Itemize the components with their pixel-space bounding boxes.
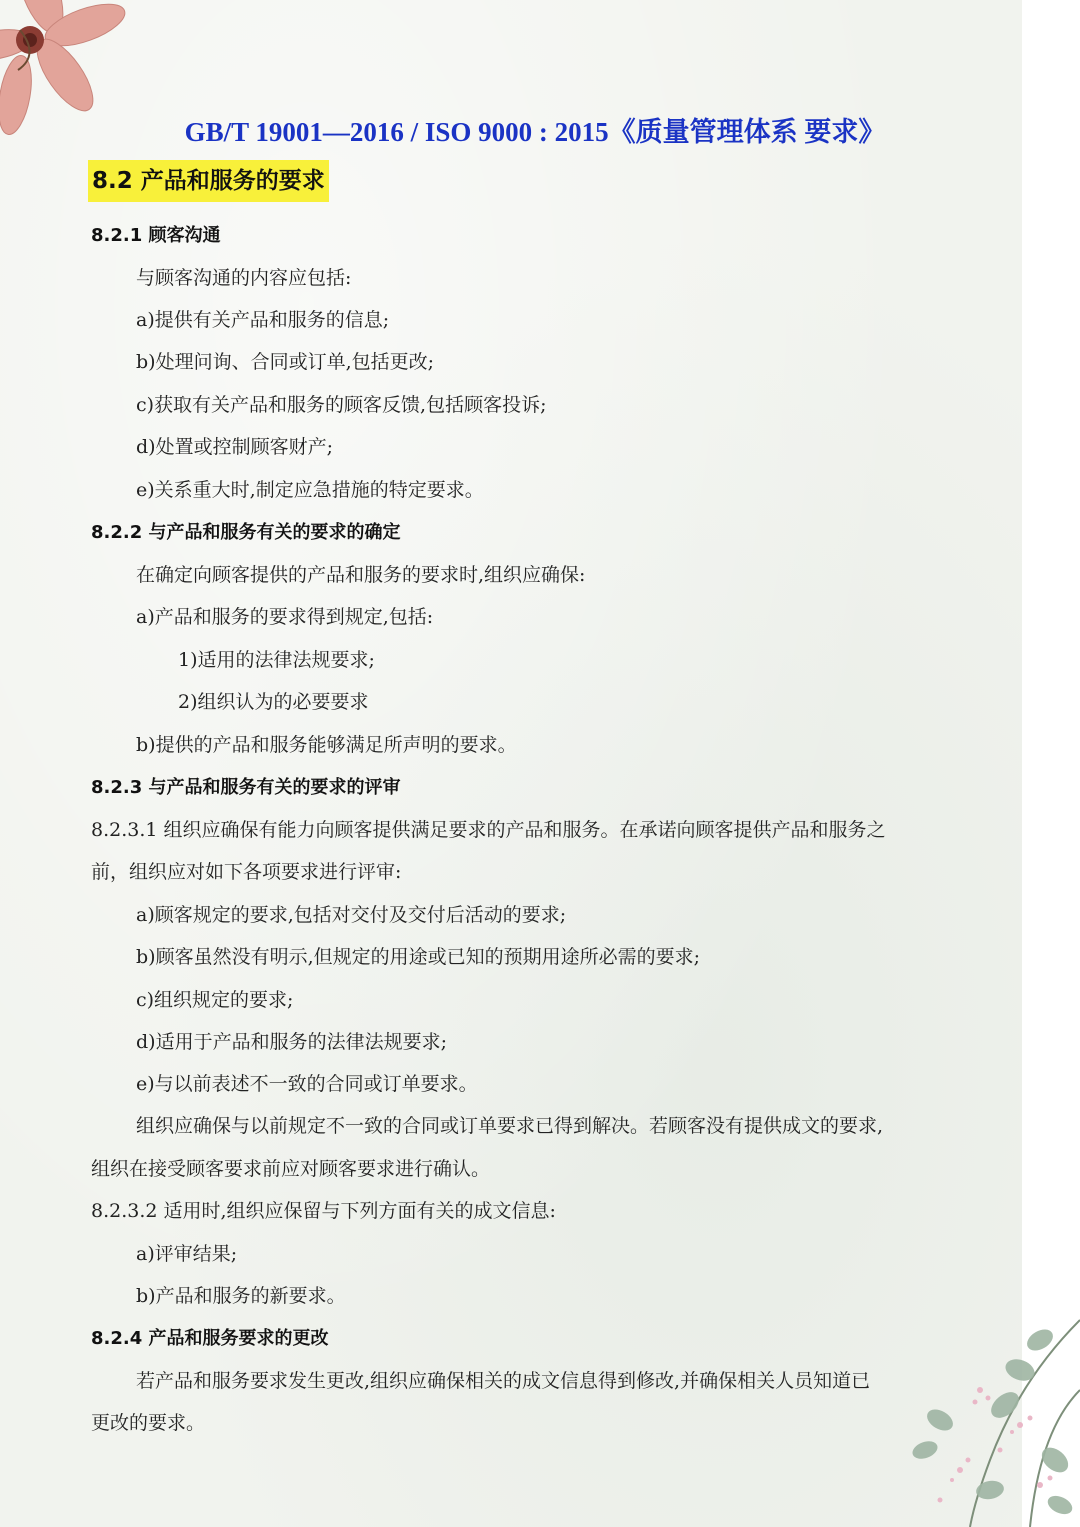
- list-item: b)处理问询、合同或订单,包括更改;: [136, 351, 435, 373]
- paragraph: 在确定向顾客提供的产品和服务的要求时,组织应确保:: [136, 564, 586, 586]
- list-item: c)获取有关产品和服务的顾客反馈,包括顾客投诉;: [136, 394, 547, 416]
- heading-8-2-3: 8.2.3 与产品和服务有关的要求的评审: [91, 777, 401, 798]
- list-item: c)组织规定的要求;: [136, 989, 294, 1011]
- list-item: a)提供有关产品和服务的信息;: [136, 309, 390, 331]
- heading-8-2-4: 8.2.4 产品和服务要求的更改: [91, 1328, 329, 1349]
- list-item: 1)适用的法律法规要求;: [178, 649, 375, 671]
- list-item: d)处置或控制顾客财产;: [136, 436, 333, 458]
- heading-8-2-1: 8.2.1 顾客沟通: [91, 225, 221, 246]
- paragraph: 组织在接受顾客要求前应对顾客要求进行确认。: [91, 1158, 491, 1180]
- list-item: e)关系重大时,制定应急措施的特定要求。: [136, 479, 484, 501]
- eucalyptus-floral-decoration-icon: [880, 1300, 1080, 1527]
- list-item: b)产品和服务的新要求。: [136, 1285, 346, 1307]
- paragraph: 前，组织应对如下各项要求进行评审:: [91, 861, 402, 883]
- list-item: a)产品和服务的要求得到规定,包括:: [136, 606, 434, 628]
- list-item: b)顾客虽然没有明示,但规定的用途或已知的预期用途所必需的要求;: [136, 946, 701, 968]
- paragraph: 若产品和服务要求发生更改,组织应确保相关的成文信息得到修改,并确保相关人员知道已: [136, 1370, 871, 1392]
- list-item: a)评审结果;: [136, 1243, 238, 1265]
- list-item: d)适用于产品和服务的法律法规要求;: [136, 1031, 447, 1053]
- list-item: e)与以前表述不一致的合同或订单要求。: [136, 1073, 478, 1095]
- paragraph: 与顾客沟通的内容应包括:: [136, 267, 352, 289]
- list-item: a)顾客规定的要求,包括对交付及交付后活动的要求;: [136, 904, 567, 926]
- list-item: b)提供的产品和服务能够满足所声明的要求。: [136, 734, 517, 756]
- paragraph: 8.2.3.1 组织应确保有能力向顾客提供满足要求的产品和服务。在承诺向顾客提供产品和服务之: [91, 819, 886, 841]
- list-item: 2)组织认为的必要要求: [178, 691, 369, 713]
- paragraph: 组织应确保与以前规定不一致的合同或订单要求已得到解决。若顾客没有提供成文的要求,: [136, 1115, 884, 1137]
- section-title-highlighted: 8.2 产品和服务的要求: [88, 160, 329, 202]
- heading-8-2-2: 8.2.2 与产品和服务有关的要求的确定: [91, 522, 401, 543]
- page-edge: [1022, 0, 1080, 1527]
- paragraph: 8.2.3.2 适用时,组织应保留与下列方面有关的成文信息:: [91, 1200, 556, 1222]
- document-title: GB/T 19001—2016 / ISO 9000 : 2015《质量管理体系 要求》: [184, 117, 886, 147]
- paragraph: 更改的要求。: [91, 1412, 206, 1434]
